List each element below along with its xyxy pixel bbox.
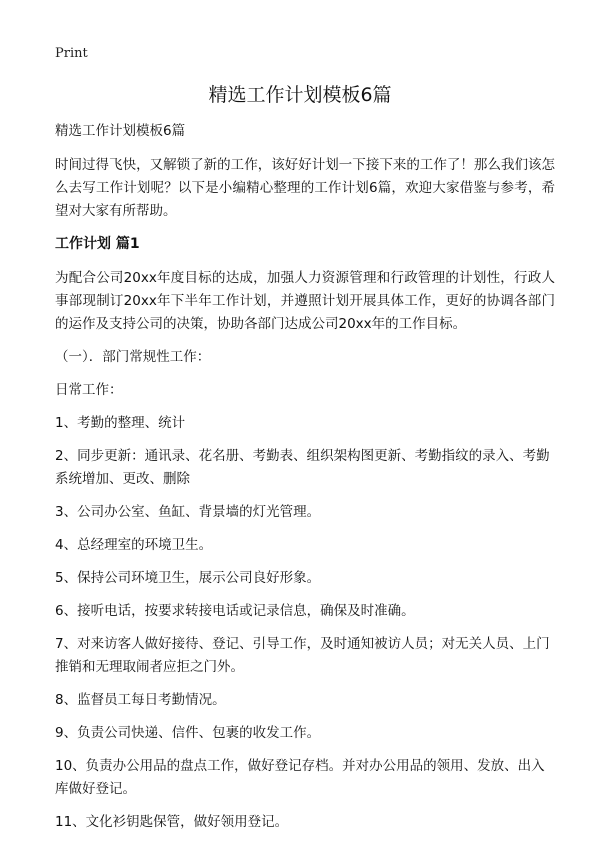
list-item: 11、文化衫钥匙保管，做好领用登记。	[55, 814, 289, 830]
document-title: 精选工作计划模板6篇	[208, 84, 392, 106]
list-item: 10、负责办公用品的盘点工作，做好登记存档。并对办公用品的领用、发放、出入库做好登记。	[55, 758, 545, 797]
list-item: 1、考勤的整理、统计	[55, 415, 186, 431]
list-item: 7、对来访客人做好接待、登记、引导工作，及时通知被访人员；对无关人员、上门推销和无理取闹者应拒之门外。	[55, 636, 550, 675]
list-item: 3、公司办公室、鱼缸、背景墙的灯光管理。	[55, 504, 321, 520]
section-paragraph: 为配合公司20xx年度目标的达成，加强人力资源管理和行政管理的计划性，行政人事部现制订20xx年下半年工作计划，并遵照计划开展具体工作，更好的协调各部门的运作及支持公司的决策，协助各部门达成公司20xx年的工作目标。	[55, 270, 555, 332]
intro-paragraph: 时间过得飞快，又解锁了新的工作，该好好计划一下接下来的工作了！那么我们该怎么去写工作计划呢？以下是小编精心整理的工作计划6篇，欢迎大家借鉴与参考，希望对大家有所帮助。	[55, 157, 555, 219]
section-heading: 工作计划 篇1	[55, 236, 140, 252]
subsection-heading: （一）．部门常规性工作：	[55, 349, 211, 365]
list-item: 4、总经理室的环境卫生。	[55, 537, 213, 553]
list-item: 2、同步更新：通讯录、花名册、考勤表、组织架构图更新、考勤指纹的录入、考勤系统增加、更改、删除	[55, 448, 550, 487]
daily-work-label: 日常工作：	[55, 382, 123, 398]
document-subtitle: 精选工作计划模板6篇	[55, 123, 186, 139]
list-item: 6、接听电话，按要求转接电话或记录信息，确保及时准确。	[55, 603, 415, 619]
list-item: 9、负责公司快递、信件、包裹的收发工作。	[55, 725, 321, 741]
list-item: 8、监督员工每日考勤情况。	[55, 692, 226, 708]
list-item: 5、保持公司环境卫生，展示公司良好形象。	[55, 570, 321, 586]
print-label: Print	[55, 46, 88, 61]
document-body	[55, 120, 555, 844]
